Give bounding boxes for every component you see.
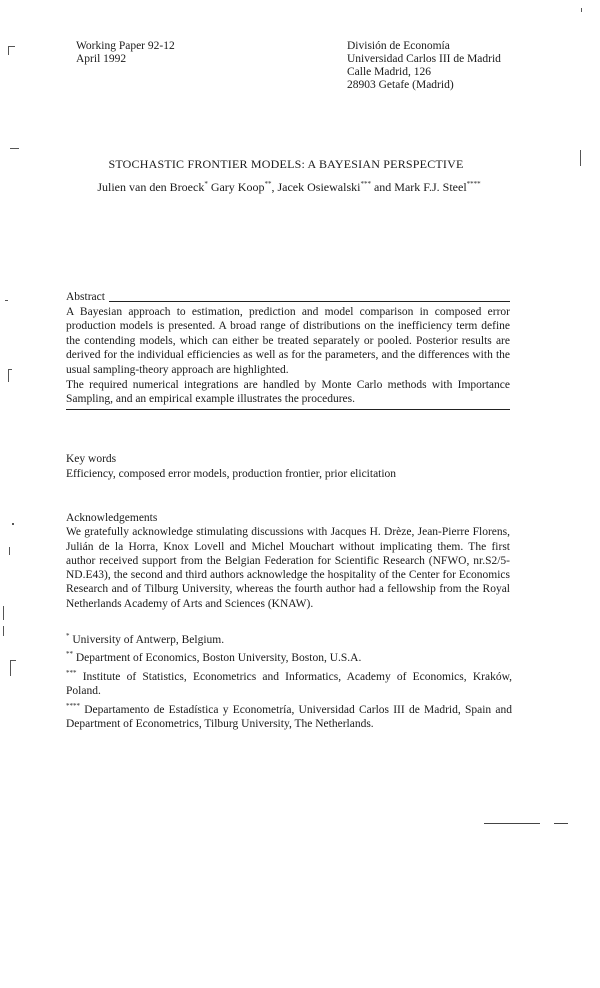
footnote-text: University of Antwerp, Belgium.: [72, 634, 225, 646]
paper-date: April 1992: [76, 53, 127, 65]
scan-artifact-speck: [10, 660, 16, 661]
scan-artifact-speck: [3, 626, 4, 636]
abstract-section: [66, 290, 510, 410]
footnote-mark: **: [66, 650, 73, 659]
footnote-mark: *: [66, 632, 70, 640]
footnote-text: Institute of Statistics, Econometrics and Informatics, Academy of Economics, Kraków, Poland.: [66, 670, 513, 698]
keywords-heading: Key words: [66, 453, 117, 465]
acknowledgements-section: [66, 511, 510, 611]
scan-artifact-speck: [10, 148, 19, 149]
paper-title: STOCHASTIC FRONTIER MODELS: A BAYESIAN PERSPECTIVE: [108, 157, 464, 171]
author-mark: *: [204, 180, 208, 188]
institution-line: 28903 Getafe (Madrid): [347, 79, 454, 91]
paper-id: Working Paper 92-12: [76, 40, 175, 52]
abstract-paragraph: The required numerical integrations are handled by Monte Carlo methods with Importance Sampling, and an empirical example illustrates the procedures.: [66, 378, 510, 406]
scan-artifact-speck: [580, 150, 581, 166]
author-line: [0, 180, 578, 195]
scan-artifact-speck: [8, 369, 12, 370]
author-separator: and: [370, 180, 395, 194]
author-name: Gary Koop: [210, 180, 265, 194]
scan-artifact-line: [554, 823, 568, 824]
author-name: Jacek Osiewalski: [277, 180, 361, 194]
footnote-text: Department of Economics, Boston University, Boston, U.S.A.: [75, 652, 362, 665]
footnote: [66, 647, 512, 665]
scan-artifact-line: [484, 823, 540, 824]
scan-artifact-speck: [9, 547, 10, 555]
scan-artifact-speck: [8, 46, 9, 55]
footnote: [66, 629, 512, 647]
scan-artifact-speck: [3, 606, 4, 620]
scan-artifact-speck: [8, 369, 9, 382]
abstract-heading: Abstract: [66, 291, 105, 303]
abstract-heading-row: [66, 290, 510, 305]
author-mark: ****: [466, 180, 481, 188]
institution-line: Universidad Carlos III de Madrid: [347, 53, 501, 65]
author-name: Julien van den Broeck: [97, 180, 205, 194]
footnotes: [66, 629, 512, 731]
author-mark: **: [264, 180, 272, 188]
keywords-text: Efficiency, composed error models, production frontier, prior elicitation: [66, 467, 397, 480]
footnote-text: Departamento de Estadística y Econometría, Universidad Carlos III de Madrid, Spain and Department of Econometrics, Tilburg University, The Netherlands.: [66, 703, 513, 731]
institution-line: Calle Madrid, 126: [347, 66, 431, 78]
institution-block: [347, 40, 501, 92]
scan-artifact-speck: [581, 8, 582, 12]
scan-artifact-speck: [10, 660, 11, 676]
author-name: Mark F.J. Steel: [394, 180, 467, 194]
footnote-mark: ***: [66, 668, 77, 677]
footnote-mark: ****: [66, 701, 80, 710]
footnote: [66, 699, 512, 732]
scan-artifact-speck: [8, 46, 15, 47]
acknowledgements-text: We gratefully acknowledge stimulating discussions with Jacques H. Drèze, Jean-Pierre Florens, Julián de la Horra, Knox Lovell and Michel Mouchart without implicating them. The first author received support from the Belgian Federation for Scientific Research (NFWO, nr.S2/5-ND.E43), the second and third authors acknowledge the hospitality of the Center for Economics Research and of Tilburg University, whereas the fourth author had a fellowship from the Royal Netherlands Academy of Arts and Sciences (KNAW).: [66, 526, 510, 610]
institution-line: División de Economía: [347, 40, 450, 52]
author-separator: ,: [271, 180, 278, 194]
scan-artifact-speck: [12, 523, 14, 525]
author-mark: ***: [360, 180, 371, 188]
abstract-bottom-rule: [66, 409, 510, 410]
abstract-paragraph: A Bayesian approach to estimation, prediction and model comparison in composed error production models is presented. A broad range of distributions on the inefficiency term define the contending models, which can either be treated separately or pooled. Posterior results are derived for the individual efficiencies as well as for the parameters, and the differences with the usual sampling-theory approach are highlighted.: [66, 305, 510, 376]
footnote: [66, 666, 512, 699]
abstract-top-rule: [109, 301, 510, 302]
keywords-section: [66, 452, 510, 481]
acknowledgements-heading: Acknowledgements: [66, 512, 158, 524]
scan-artifact-speck: [5, 300, 8, 301]
